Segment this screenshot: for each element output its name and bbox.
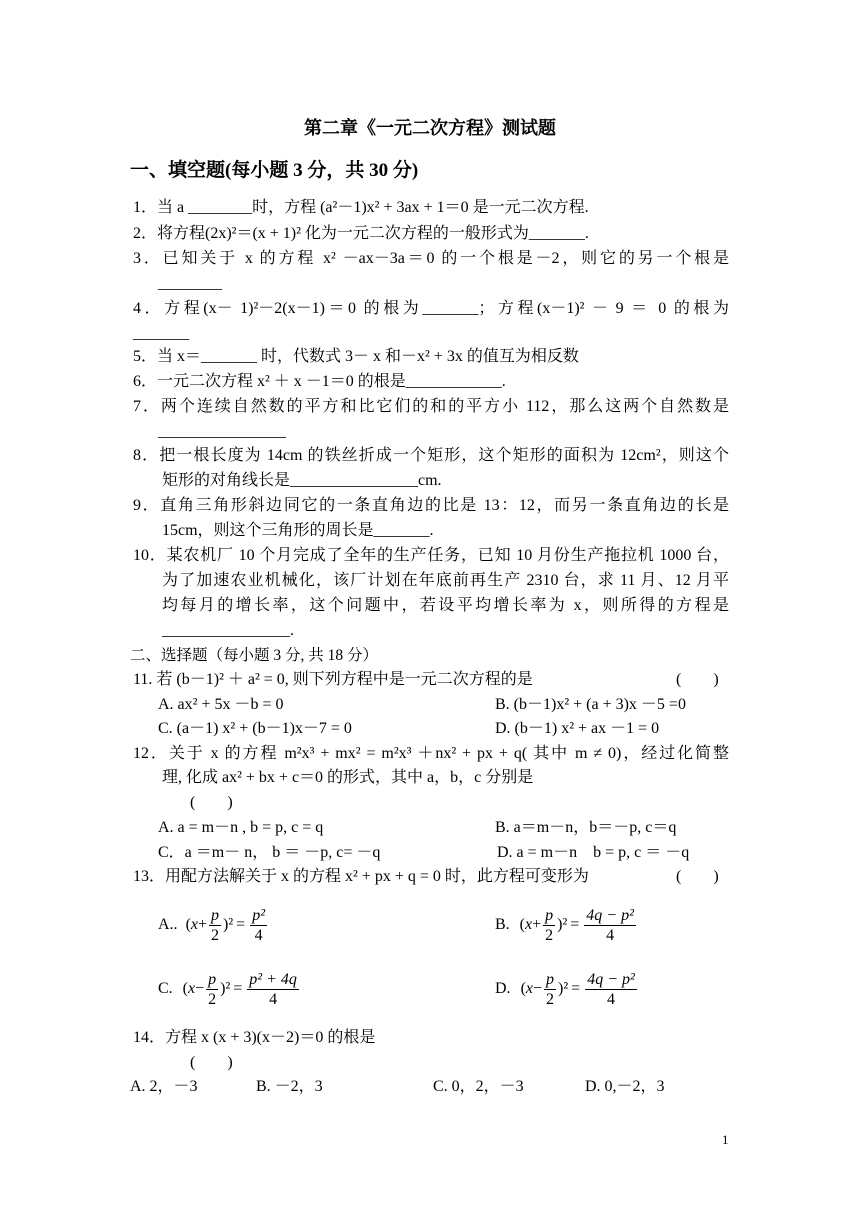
q13-answer-paren: ( )	[676, 868, 719, 885]
q11-stem: 11. 若 (b－1)² ＋ a² = 0, 则下列方程中是一元二次方程的是	[133, 671, 533, 688]
q11-option-d: D. (b－1) x² + ax －1 = 0	[495, 720, 660, 737]
fraction: $\frac{p}{2}$	[545, 906, 554, 944]
q11-answer-paren: ( )	[676, 671, 719, 688]
q10-line2: 为了加速农业机械化，该厂计划在年底前再生产 2310 台，求 11 月、12 月平	[162, 572, 729, 589]
q13-option-a: A.. ( x + $\frac{p}{2}$ ) ² = $\frac{\text{p²}}{4}$	[158, 906, 265, 944]
q12-option-b: B. a＝m－n，b＝－p, c＝q	[495, 819, 677, 836]
q4-line1: 4．方程(x－ 1)²－2(x－1)＝0 的根为_______；方程(x－1)² － 9 ＝ 0 的根为	[133, 300, 729, 317]
fraction: $\frac{p}{2}$	[546, 970, 555, 1008]
q14-option-d: D. 0,－2，3	[585, 1078, 665, 1095]
q14-option-c: C. 0，2，－3	[433, 1078, 524, 1095]
q8-line2: 矩形的对角线长是________________cm.	[162, 472, 442, 489]
q13-option-a-label: A..	[158, 916, 178, 933]
q10-line1: 10．某农机厂 10 个月完成了全年的生产任务，已知 10 月份生产拖拉机 1000 台，	[133, 547, 729, 564]
q12-stem-line2: 理, 化成 ax² + bx + c＝0 的形式，其中 a，b，c 分别是	[162, 769, 534, 786]
q1: 1．当 a ________时，方程 (a²－1)x² + 3ax + 1＝0 是一元二次方程.	[133, 199, 589, 216]
q13-option-c-label: C.	[158, 980, 173, 997]
q10-blank: ________________.	[162, 622, 294, 639]
fraction: $\frac{\text{p²}}{4}$	[252, 906, 265, 944]
q13-stem: 13．用配方法解关于 x 的方程 x² + px + q = 0 时，此方程可变形为	[133, 868, 589, 885]
q10-line3: 均每月的增长率，这个问题中，若设平均增长率为 x，则所得的方程是	[162, 597, 729, 614]
q4-blank: _______	[133, 325, 189, 342]
q9-line2: 15cm，则这个三角形的周长是_______.	[162, 522, 434, 539]
q11-option-c: C. (a－1) x² + (b－1)x－7 = 0	[158, 720, 352, 737]
q13-option-d-label: D.	[495, 980, 511, 997]
q12-answer-paren: ( )	[190, 794, 233, 811]
q14-option-b: B. －2，3	[256, 1078, 323, 1095]
fraction: $\frac{p}{2}$	[208, 970, 217, 1008]
section2-heading: 二、选择题（每小题 3 分, 共 18 分）	[130, 647, 379, 664]
q12-stem-line1: 12．关于 x 的方程 m²x³ + mx² = m²x³ ＋nx² + px + q( 其中 m ≠ 0)，经过化简整	[133, 745, 729, 762]
q2: 2．将方程(2x)²＝(x + 1)² 化为一元二次方程的一般形式为_______.	[133, 225, 589, 242]
q3-blank: ________	[158, 275, 222, 292]
q13-option-b: B. ( x + $\frac{p}{2}$ ) ² = $\frac{\text{4q − p²}}{4}$	[495, 906, 634, 944]
q7-blank: ________________	[158, 423, 286, 440]
fraction: $\frac{\text{p² + 4q}}{4}$	[249, 970, 297, 1008]
fraction: $\frac{\text{4q − p²}}{4}$	[586, 906, 634, 944]
q13-option-c: C. ( x − $\frac{p}{2}$ ) ² = $\frac{\text{p² + 4q}}{4}$	[158, 970, 297, 1008]
q12-option-d: D. a = m－n b = p, c ＝ －q	[497, 844, 690, 861]
q12-option-c: C．a ＝m－ n， b ＝ －p, c= －q	[158, 844, 381, 861]
q7-line1: 7．两个连续自然数的平方和比它们的和的平方小 112，那么这两个自然数是	[133, 398, 729, 415]
page-title: 第二章《一元二次方程》测试题	[304, 118, 556, 138]
q13-option-d: D. ( x − $\frac{p}{2}$ ) ² = $\frac{\text{4q − p²}}{4}$	[495, 970, 635, 1008]
q9-line1: 9．直角三角形斜边同它的一条直角边的比是 13：12，而另一条直角边的长是	[133, 497, 729, 514]
page-number: 1	[722, 1132, 729, 1147]
q3-line1: 3．已知关于 x 的方程 x² －ax－3a＝0 的一个根是－2，则它的另一个根是	[133, 250, 729, 267]
q14-option-a: A. 2，－3	[130, 1078, 198, 1095]
q11-option-b: B. (b－1)x² + (a + 3)x －5 =0	[495, 696, 686, 713]
q14-stem: 14．方程 x (x + 3)(x－2)＝0 的根是	[133, 1029, 376, 1046]
q6: 6．一元二次方程 x² ＋ x －1＝0 的根是____________.	[133, 373, 506, 390]
q8-line1: 8．把一根长度为 14cm 的铁丝折成一个矩形，这个矩形的面积为 12cm²，则这个	[133, 447, 729, 464]
section1-heading: 一、填空题(每小题 3 分，共 30 分)	[130, 160, 419, 181]
q13-option-b-label: B.	[495, 916, 510, 933]
q14-answer-paren: ( )	[190, 1054, 233, 1071]
fraction: $\frac{\text{4q − p²}}{4}$	[587, 970, 635, 1008]
q12-option-a: A. a = m－n , b = p, c = q	[158, 819, 324, 836]
q11-option-a: A. ax² + 5x －b = 0	[158, 696, 284, 713]
q5: 5．当 x＝_______ 时，代数式 3－ x 和－x² + 3x 的值互为相反数	[133, 348, 579, 365]
fraction: $\frac{p}{2}$	[211, 906, 220, 944]
